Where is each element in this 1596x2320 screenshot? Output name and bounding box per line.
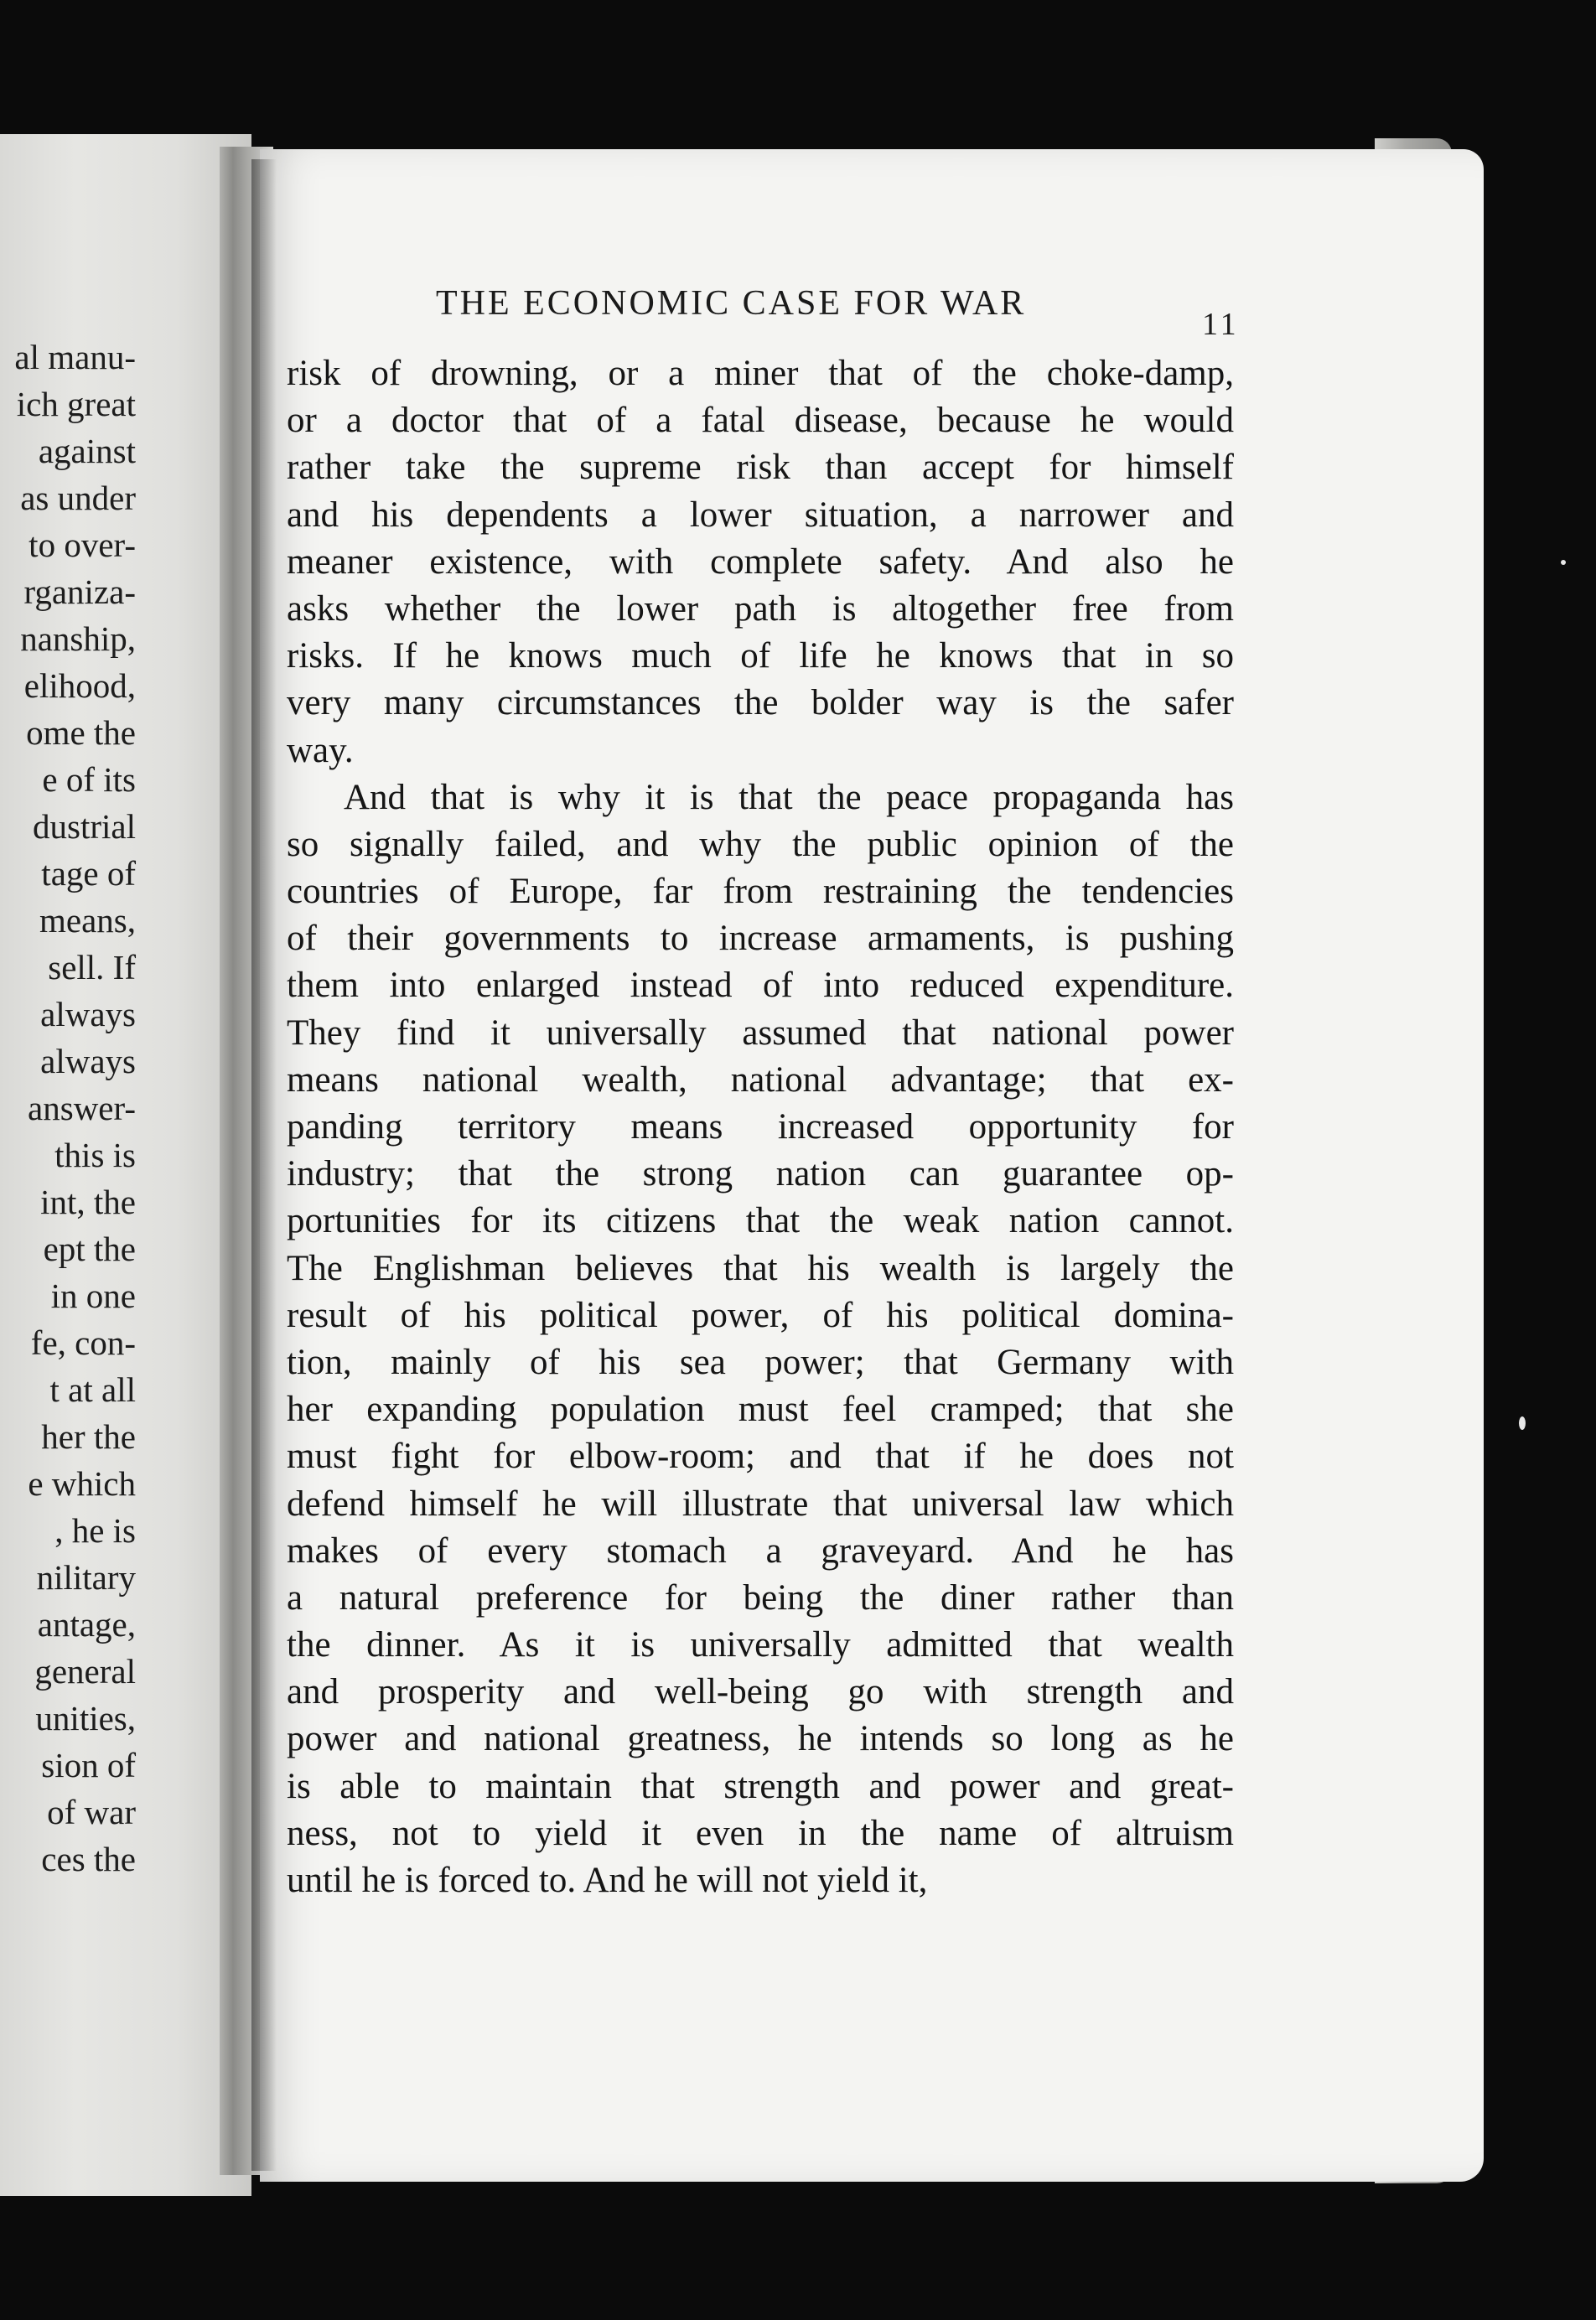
body-line: The Englishman believes that his wealth is largely the: [287, 1248, 1234, 1288]
dust-speck: [1519, 1416, 1526, 1430]
body-line: is able to maintain that strength and power and great-: [287, 1766, 1234, 1806]
page-number: 11: [1202, 307, 1240, 342]
body-line: asks whether the lower path is altogether free from: [287, 588, 1234, 629]
left-page-line: always: [40, 995, 136, 1033]
body-line: of their governments to increase armaments, is pushing: [287, 919, 1234, 959]
body-line: and his dependents a lower situation, a narrower and: [287, 495, 1234, 535]
left-page-line: tage of: [41, 854, 136, 893]
left-page-line: unities,: [35, 1699, 136, 1737]
body-line: and prosperity and well-being go with strength and: [287, 1672, 1234, 1712]
body-line: risk of drowning, or a miner that of the choke-damp,: [287, 354, 1234, 393]
left-page-line: as under: [20, 479, 136, 517]
body-line: They find it universally assumed that national power: [287, 1012, 1234, 1053]
body-line: industry; that the strong nation can guarantee op-: [287, 1154, 1234, 1194]
body-line: them into enlarged instead of into reduced expenditure.: [287, 966, 1234, 1006]
left-page-line: e of its: [42, 760, 136, 799]
left-page-line: fe, con-: [30, 1323, 136, 1362]
left-page-line: e which: [28, 1464, 136, 1503]
left-facing-page: [0, 134, 251, 2196]
body-line: makes of every stomach a graveyard. And he has: [287, 1530, 1234, 1571]
body-line: so signally failed, and why the public opinion of the: [287, 824, 1234, 864]
body-line: countries of Europe, far from restraining the tendencies: [287, 872, 1234, 912]
left-page-line: sell. If: [48, 948, 136, 987]
running-head: THE ECONOMIC CASE FOR WAR: [436, 284, 1027, 323]
body-line: must fight for elbow-room; and that if he does not: [287, 1437, 1234, 1477]
left-page-line: nilitary: [36, 1558, 136, 1597]
left-page-line: t at all: [49, 1370, 136, 1409]
body-line: a natural preference for being the diner rather than: [287, 1577, 1234, 1618]
left-page-line: always: [40, 1042, 136, 1080]
body-line: or a doctor that of a fatal disease, because he would: [287, 401, 1234, 441]
body-line: very many circumstances the bolder way is the safer: [287, 683, 1234, 723]
left-page-line: this is: [54, 1136, 136, 1174]
left-page-line: her the: [41, 1417, 136, 1456]
left-page-line: answer-: [28, 1089, 136, 1127]
left-page-line: means,: [39, 901, 136, 940]
left-page-text: [0, 334, 136, 1882]
body-line: power and national greatness, he intends so long as he: [287, 1719, 1234, 1759]
body-line: until he is forced to. And he will not yield it,: [287, 1861, 928, 1900]
body-line: the dinner. As it is universally admitted that wealth: [287, 1625, 1234, 1665]
body-line: her expanding population must feel cramped; that she: [287, 1390, 1234, 1430]
page-body-text: [287, 350, 1234, 1904]
body-line: means national wealth, national advantage; that ex-: [287, 1059, 1234, 1100]
body-line: defend himself he will illustrate that universal law which: [287, 1484, 1234, 1524]
body-line: tion, mainly of his sea power; that Germany with: [287, 1342, 1234, 1382]
body-line: meaner existence, with complete safety. And also he: [287, 541, 1234, 582]
left-page-line: in one: [50, 1277, 136, 1315]
left-page-line: nanship,: [20, 619, 136, 658]
left-page-line: elihood,: [23, 666, 136, 705]
left-page-line: ept the: [43, 1230, 136, 1268]
body-line: panding territory means increased opportunity for: [287, 1107, 1234, 1147]
dust-speck: [1561, 560, 1566, 565]
body-line: And that is why it is that the peace propaganda has: [344, 777, 1234, 817]
left-page-line: rganiza-: [23, 572, 136, 611]
left-page-line: to over-: [28, 526, 136, 564]
left-page-line: , he is: [54, 1511, 136, 1550]
gutter-shadow: [251, 159, 277, 2171]
left-page-line: al manu-: [14, 338, 136, 376]
left-page-line: antage,: [37, 1605, 136, 1644]
left-page-line: sion of: [41, 1746, 136, 1784]
body-line: rather take the supreme risk than accept for himself: [287, 448, 1234, 488]
left-page-line: general: [34, 1652, 136, 1691]
body-line: result of his political power, of his political domina-: [287, 1295, 1234, 1335]
left-page-line: ich great: [16, 385, 136, 423]
left-page-line: against: [38, 432, 136, 470]
left-page-line: of war: [47, 1793, 136, 1831]
body-line: ness, not to yield it even in the name of altruism: [287, 1813, 1234, 1853]
left-page-line: ces the: [41, 1840, 136, 1878]
left-page-line: int, the: [40, 1183, 136, 1221]
body-line: portunities for its citizens that the weak nation cannot.: [287, 1201, 1234, 1241]
left-page-line: ome the: [26, 713, 136, 752]
body-line: way.: [287, 730, 354, 770]
body-line: risks. If he knows much of life he knows that in so: [287, 636, 1234, 676]
left-page-line: dustrial: [33, 807, 136, 846]
